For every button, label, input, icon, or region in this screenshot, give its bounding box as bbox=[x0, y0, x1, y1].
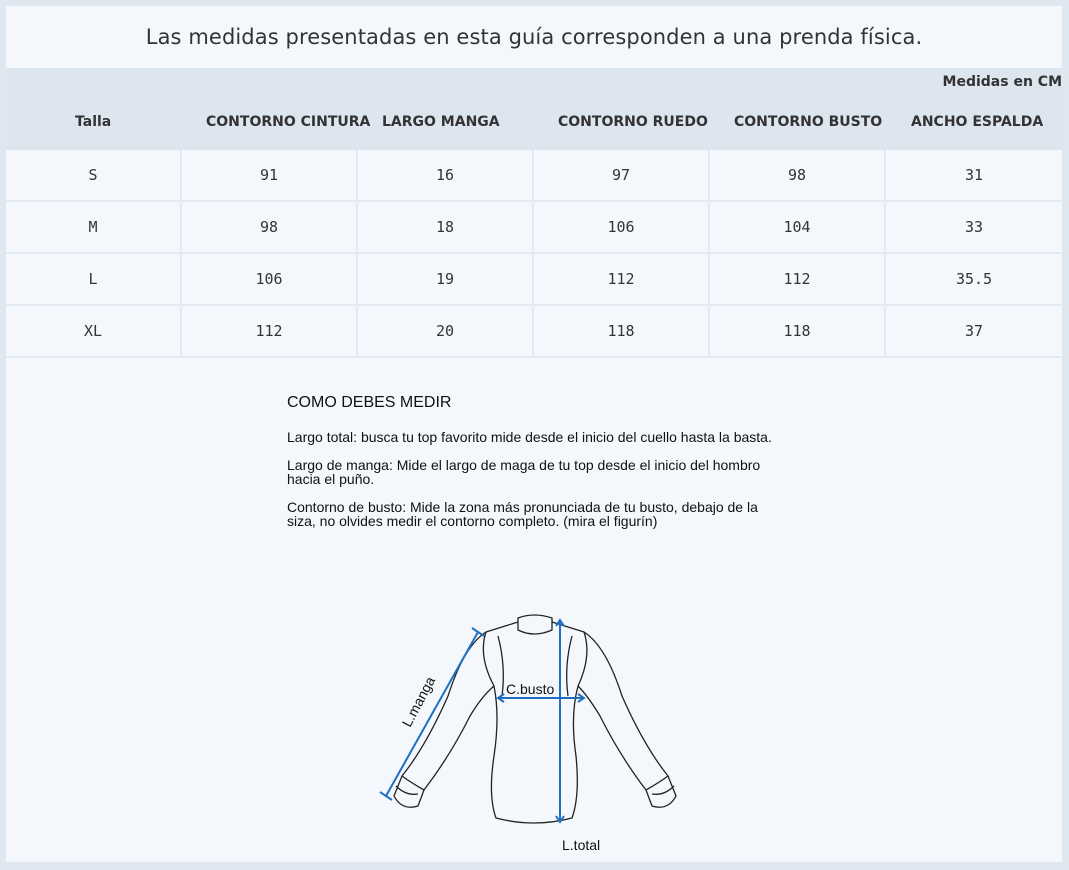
cell-contorno-cintura: 112 bbox=[182, 306, 358, 356]
cell-ancho-espalda: 37 bbox=[964, 322, 984, 340]
cell-contorno-busto: 112 bbox=[710, 254, 886, 304]
cell-size: S bbox=[6, 150, 182, 200]
table-row-s bbox=[6, 150, 1062, 202]
sleeve-label: L.manga bbox=[398, 673, 439, 730]
cell-ancho-espalda: 33 bbox=[964, 218, 984, 236]
cell-size: XL bbox=[6, 306, 182, 356]
cell-contorno-cintura: 98 bbox=[182, 202, 358, 252]
cell-contorno-busto: 118 bbox=[710, 306, 886, 356]
guide-contorno-busto: Contorno de busto: Mide la zona más pronunciada de tu busto, debajo de la siza, no olvides medir el contorno completo. (mira el figurín) bbox=[287, 499, 758, 529]
guide-title: COMO DEBES MEDIR bbox=[287, 394, 452, 411]
table-row-l bbox=[6, 254, 1062, 306]
sleeve-measure-line bbox=[380, 628, 484, 800]
length-label: L.total bbox=[562, 837, 601, 853]
cell-largo-manga: 20 bbox=[358, 306, 534, 356]
header-contorno-busto: CONTORNO BUSTO bbox=[734, 114, 883, 130]
cell-contorno-busto: 104 bbox=[710, 202, 886, 252]
bust-label: C.busto bbox=[506, 681, 555, 697]
cell-contorno-busto: 98 bbox=[710, 150, 886, 200]
length-measure-line bbox=[556, 620, 564, 822]
top-garment-outline bbox=[394, 615, 676, 823]
table-row-m bbox=[6, 202, 1062, 254]
header-talla: Talla bbox=[75, 114, 112, 130]
header-contorno-ruedo: CONTORNO RUEDO bbox=[558, 114, 708, 130]
garment-figure bbox=[366, 606, 706, 856]
table-row-xl bbox=[6, 306, 1062, 358]
cell-largo-manga: 16 bbox=[358, 150, 534, 200]
guide-largo-total: Largo total: busca tu top favorito mide desde el inicio del cuello hasta la basta. bbox=[287, 429, 772, 445]
cell-largo-manga: 18 bbox=[358, 202, 534, 252]
cell-size: M bbox=[6, 202, 182, 252]
measuring-guide bbox=[287, 394, 787, 542]
header-ancho-espalda: ANCHO ESPALDA bbox=[911, 114, 1044, 130]
cell-ancho-espalda: 35.5 bbox=[955, 270, 993, 288]
cell-largo-manga: 19 bbox=[358, 254, 534, 304]
size-guide-panel bbox=[6, 6, 1062, 862]
table-header bbox=[6, 68, 1062, 150]
cell-contorno-ruedo: 112 bbox=[534, 254, 710, 304]
disclaimer-note: Las medidas presentadas en esta guía corresponden a una prenda física. bbox=[145, 25, 923, 49]
cell-contorno-ruedo: 118 bbox=[534, 306, 710, 356]
cell-size: L bbox=[6, 254, 182, 304]
header-contorno-cintura: CONTORNO CINTURA bbox=[206, 114, 371, 130]
cell-contorno-cintura: 106 bbox=[182, 254, 358, 304]
cell-ancho-espalda: 31 bbox=[964, 166, 984, 184]
cell-contorno-ruedo: 106 bbox=[534, 202, 710, 252]
header-largo-manga: LARGO MANGA bbox=[382, 114, 500, 130]
cell-contorno-ruedo: 97 bbox=[534, 150, 710, 200]
guide-largo-manga: Largo de manga: Mide el largo de maga de tu top desde el inicio del hombro hacia el puño. bbox=[287, 457, 761, 487]
cell-contorno-cintura: 91 bbox=[182, 150, 358, 200]
units-label: Medidas en CM bbox=[942, 74, 1062, 90]
